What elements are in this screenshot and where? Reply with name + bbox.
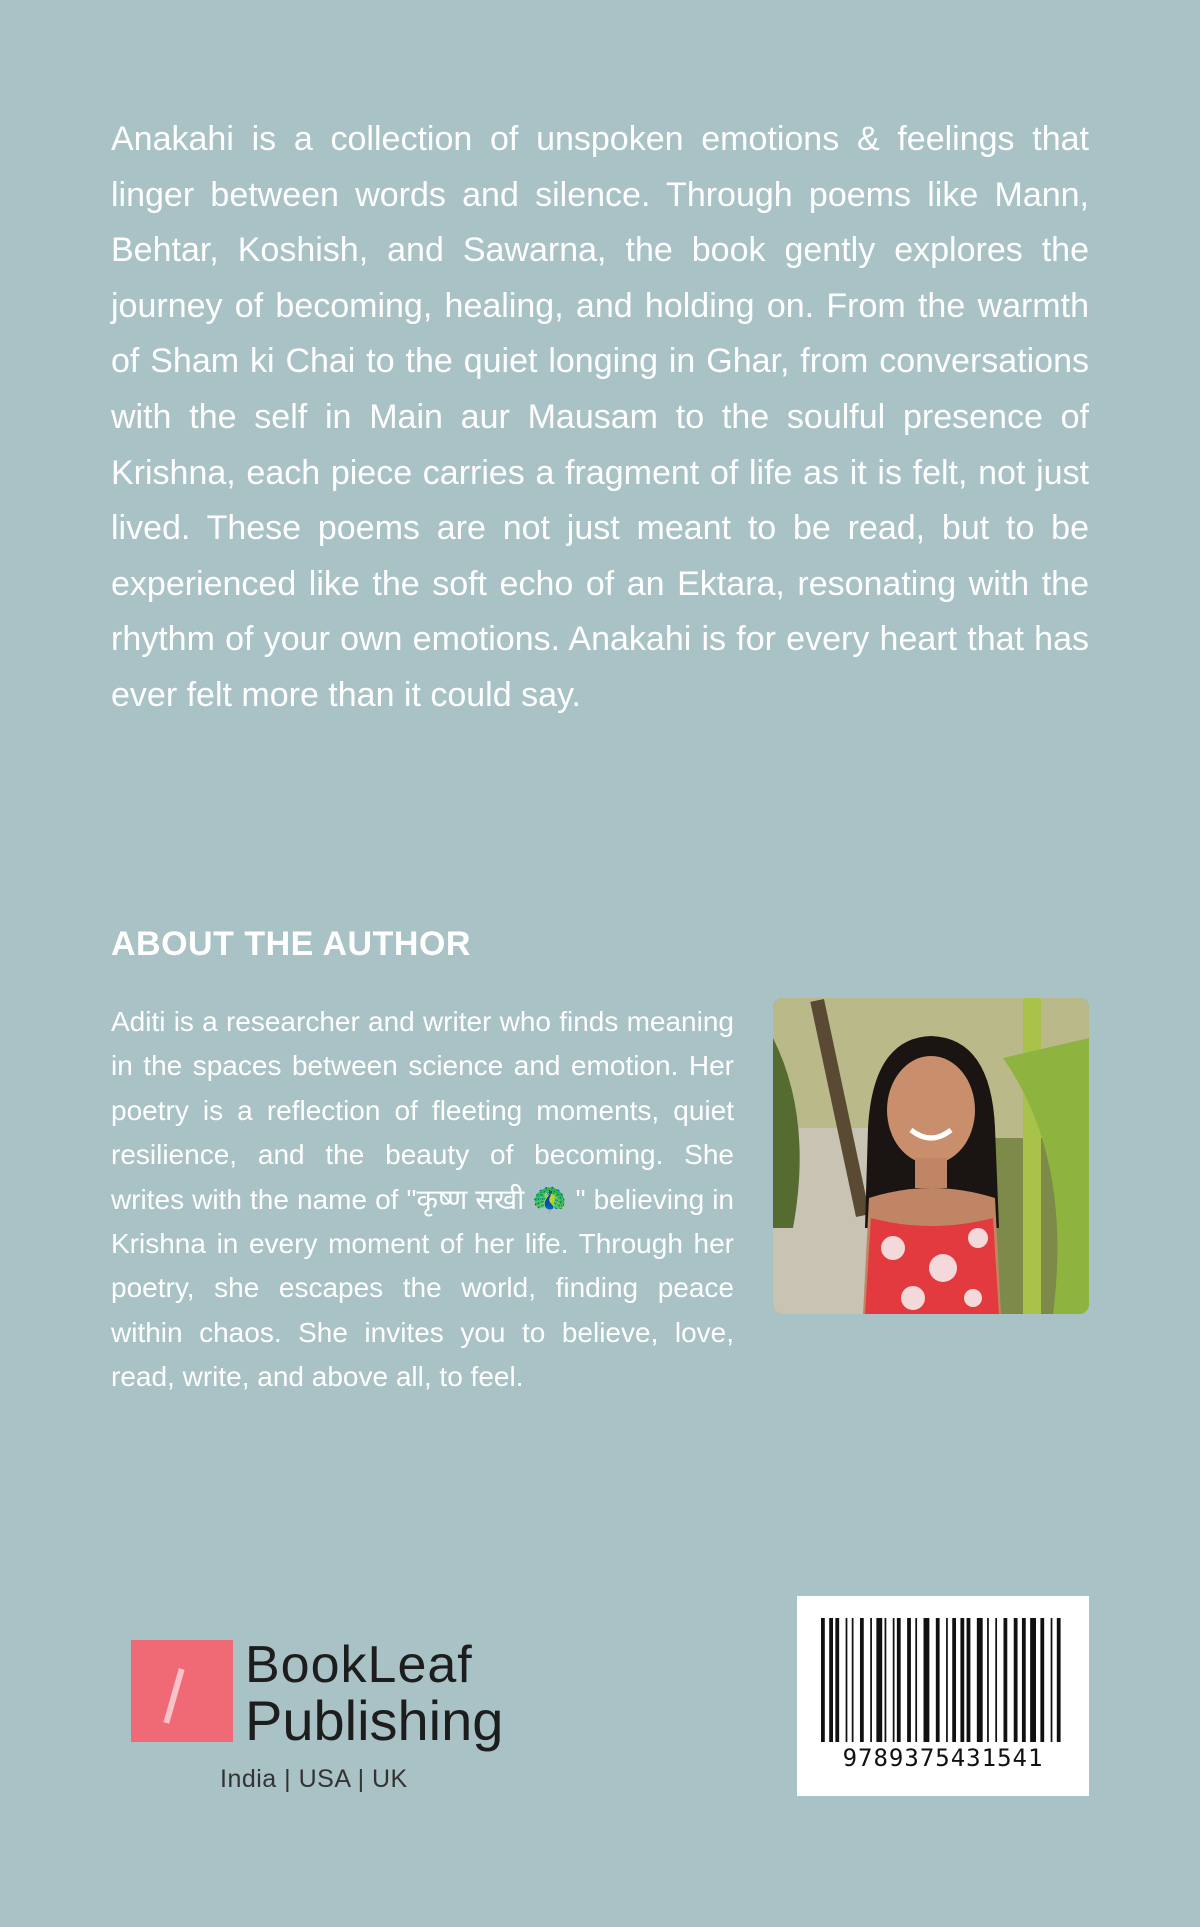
logo-mark: [131, 1640, 233, 1742]
barcode-bar: [907, 1618, 911, 1742]
barcode-bar: [852, 1618, 854, 1742]
publisher-name-line1: BookLeaf: [245, 1636, 473, 1694]
barcode-bar: [1057, 1618, 1061, 1742]
author-photo: [773, 998, 1089, 1314]
barcode-bar: [885, 1618, 887, 1742]
barcode-bar: [995, 1618, 997, 1742]
barcode-bar: [1003, 1618, 1007, 1742]
barcode-bar: [946, 1618, 948, 1742]
barcode-bar: [846, 1618, 848, 1742]
barcode-bar: [897, 1618, 901, 1742]
barcode-bar: [860, 1618, 864, 1742]
barcode-bar: [967, 1618, 971, 1742]
author-bio: Aditi is a researcher and writer who finds meaning in the spaces between science and emotion. Her poetry is a reflection of fleeting moments, quiet resilience, and the beauty of becoming. She writes with the name of "कृष्ण सखी 🦚 " believing in Krishna in every moment of her life. Through her poetry, she escapes the world, finding peace within chaos. She invites you to believe, love, read, write, and above all, to feel.: [111, 1006, 734, 1393]
barcode-bar: [936, 1618, 940, 1742]
isbn-number: 9789375431541: [842, 1744, 1044, 1772]
barcode-bar: [952, 1618, 956, 1742]
publisher-logo: [131, 1636, 531, 1796]
barcode-bar: [924, 1618, 930, 1742]
logo-slash-icon: [163, 1668, 184, 1723]
barcode-bar: [1014, 1618, 1018, 1742]
book-blurb: Anakahi is a collection of unspoken emotions & feelings that linger between words and silence. Through poems like Mann, Behtar, Koshish, and Sawarna, the book gently explores the journey of becoming, healing, and holding on. From the warmth of Sham ki Chai to the quiet longing in Ghar, from conversations with the self in Main aur Mausam to the soulful presence of Krishna, each piece carries a fragment of life as it is felt, not just lived. These poems are not just meant to be read, but to be experienced like the soft echo of an Ektara, resonating with the rhythm of your own emotions. Anakahi is for every heart that has ever felt more than it could say.: [111, 120, 1089, 714]
barcode-bar: [835, 1618, 839, 1742]
barcode-bar: [893, 1618, 895, 1742]
barcode-bar: [870, 1618, 872, 1742]
barcode-bar: [977, 1618, 983, 1742]
barcode-bar: [876, 1618, 882, 1742]
barcode-bar: [987, 1618, 989, 1742]
about-author-heading: ABOUT THE AUTHOR: [111, 925, 471, 963]
barcode-bar: [960, 1618, 964, 1742]
barcode-bar: [1040, 1618, 1044, 1742]
publisher-name-line2: Publishing: [245, 1689, 504, 1752]
barcode-bar: [1030, 1618, 1036, 1742]
barcode-bar: [1051, 1618, 1053, 1742]
isbn-barcode: [797, 1596, 1089, 1796]
barcode-bar: [915, 1618, 917, 1742]
barcode-bars: [821, 1618, 1065, 1742]
publisher-regions: India | USA | UK: [220, 1765, 408, 1793]
barcode-bar: [1022, 1618, 1026, 1742]
barcode-bar: [829, 1618, 833, 1742]
barcode-bar: [821, 1618, 825, 1742]
